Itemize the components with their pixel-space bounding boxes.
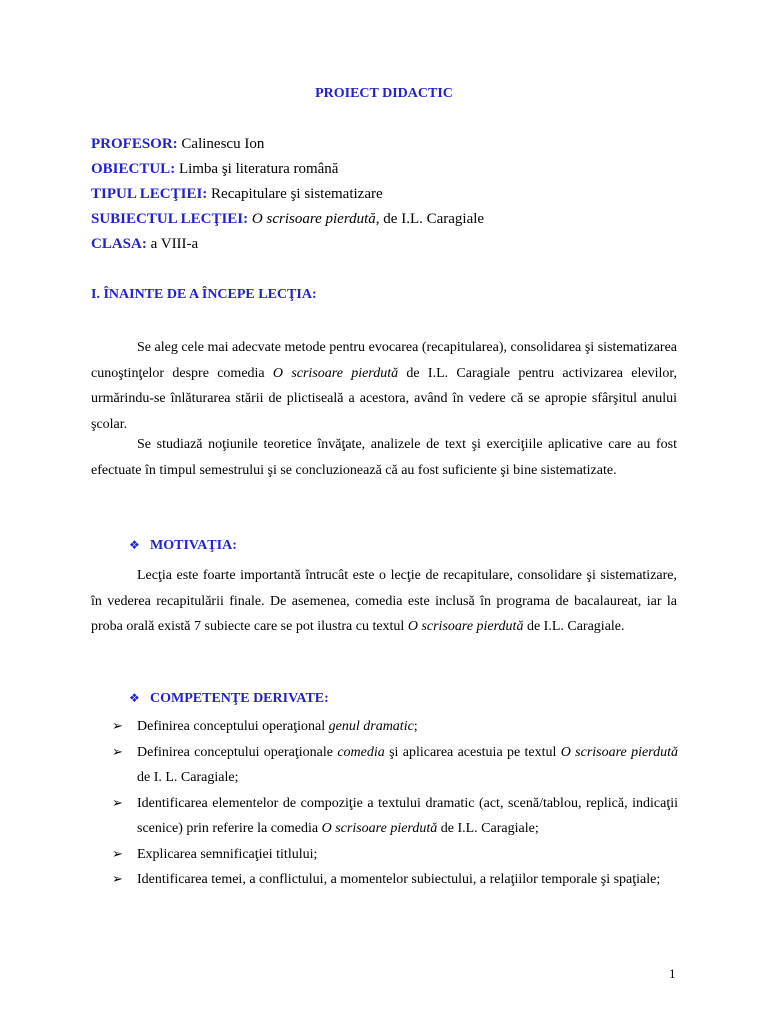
diamond-bullet-icon: ❖	[129, 538, 140, 552]
arrow-bullet-icon: ➢	[112, 846, 123, 862]
meta-value: Calinescu Ion	[177, 136, 265, 152]
subheading-motivatia	[129, 538, 237, 554]
text-run: de I. L. Caragiale;	[137, 770, 239, 785]
text-run: şi aplicarea acestuia pe textul	[384, 744, 561, 760]
text-run-italic: O scrisoare pierdută	[272, 365, 399, 381]
text-run-italic: O scrisoare pierdută	[560, 744, 679, 760]
paragraph-metode	[91, 335, 677, 437]
text-run-italic: O scrisoare pierdută	[321, 821, 438, 836]
subheading-label: MOTIVAŢIA:	[150, 538, 237, 553]
arrow-bullet-icon: ➢	[112, 872, 123, 887]
meta-value: a VIII-a	[146, 236, 199, 252]
meta-label: PROFESOR:	[91, 136, 178, 152]
arrow-bullet-icon: ➢	[112, 744, 123, 760]
meta-value-italic: O scrisoare pierdută	[248, 211, 376, 227]
paragraph-notiuni: Se studiază noţiunile teoretice învăţate, analizele de text şi exerciţiile aplicative care au fost efectuate în timpul semestrului şi se concluzionează că au fost suficiente şi bine sistematizate.	[91, 437, 677, 478]
text-run: Identificarea temei, a conflictului, a momentelor subiectului, a relaţiilor temporale şi spaţiale;	[137, 872, 661, 887]
meta-label: OBIECTUL:	[91, 161, 176, 177]
meta-profesor	[91, 136, 264, 153]
arrow-bullet-icon: ➢	[112, 795, 123, 811]
page-number: 1	[669, 966, 676, 981]
text-run: Explicarea semnificaţiei titlului;	[137, 846, 318, 862]
text-run-italic: O scrisoare pierdută	[407, 619, 524, 634]
meta-obiectul	[91, 161, 338, 178]
text-run: Identificarea elementelor de compoziţie a textului dramatic (act, scenă/tablou, replică, indicaţii scenice) prin referire la comedia	[137, 795, 678, 836]
meta-value: Recapitulare şi sistematizare	[207, 186, 383, 202]
text-run: de I.L. Caragiale.	[523, 619, 625, 634]
meta-tipul-lectiei	[91, 186, 383, 203]
text-run: Se aleg cele mai adecvate metode pentru evocarea (recapitularea), consolidarea şi sistematizarea cunoştinţelor despre comedia	[91, 340, 677, 381]
text-run: Definirea conceptului operaţional	[137, 719, 329, 734]
competente-list	[112, 714, 678, 893]
meta-value: , de I.L. Caragiale	[375, 211, 485, 227]
meta-clasa	[91, 236, 198, 253]
meta-subiectul-lectiei	[91, 211, 484, 228]
list-item	[112, 714, 678, 740]
list-item	[112, 842, 678, 868]
meta-value: Limba şi literatura română	[175, 161, 339, 177]
meta-label: CLASA:	[91, 236, 147, 252]
list-item	[112, 740, 678, 791]
paragraph-motivatia	[91, 563, 677, 640]
diamond-bullet-icon: ❖	[129, 691, 140, 705]
meta-label: TIPUL LECŢIEI:	[91, 186, 208, 202]
subheading-label: COMPETENŢE DERIVATE:	[150, 691, 329, 706]
arrow-bullet-icon: ➢	[112, 719, 123, 734]
text-run: de I.L. Caragiale;	[437, 821, 539, 836]
text-run-italic: comedia	[337, 744, 385, 760]
text-run-italic: genul dramatic	[328, 719, 414, 734]
list-item	[112, 867, 678, 893]
document-title: PROIECT DIDACTIC	[315, 86, 453, 101]
text-run: ;	[413, 719, 418, 734]
meta-label: SUBIECTUL LECŢIEI:	[91, 211, 249, 227]
text-run: Definirea conceptului operaţionale	[137, 744, 338, 760]
subheading-competente	[129, 691, 329, 707]
text-run: de I.L. Caragiale pentru activizarea elevilor, urmărindu-se înlăturarea stării de plictiseală a acestora, având în vedere că se apropie sfârşitul anului şcolar.	[91, 365, 677, 432]
text-run: Lecţia este foarte importantă întrucât este o lecţie de recapitulare, consolidare şi sistematizare, în vederea recapitulării finale. De asemenea, comedia este inclusă în programa de bacalaureat, iar la proba orală există 7 subiecte care se pot ilustra cu textul	[91, 568, 677, 634]
list-item	[112, 791, 678, 842]
section-heading-inainte: I. ÎNAINTE DE A ÎNCEPE LECŢIA:	[91, 287, 317, 302]
